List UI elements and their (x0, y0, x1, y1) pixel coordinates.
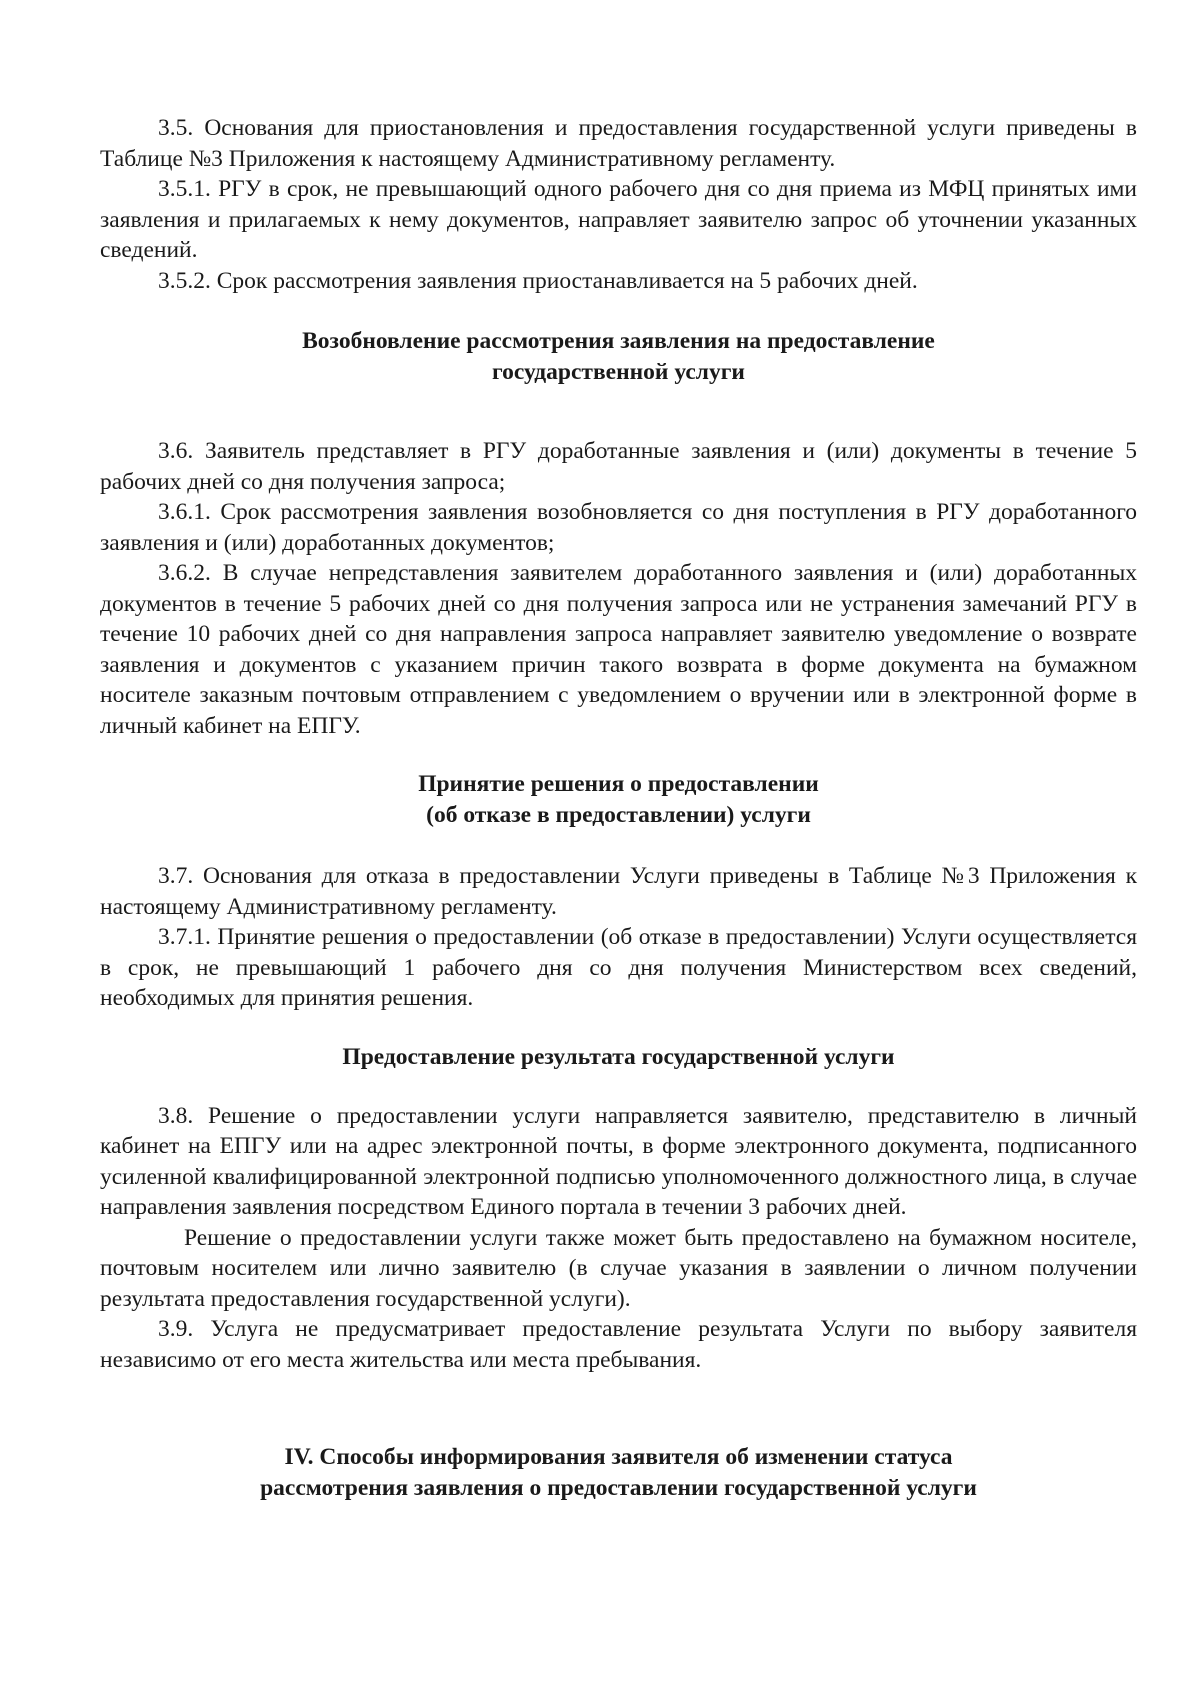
heading-line: IV. Способы информирования заявителя об изменении статуса (284, 1444, 953, 1470)
heading-result (100, 1042, 1137, 1073)
paragraph-3-6-1: 3.6.1. Срок рассмотрения заявления возобновляется со дня поступления в РГУ доработанного заявления и (или) доработанных документов; (100, 499, 1137, 556)
section-heading-resumption (100, 326, 1137, 388)
paragraph-3-9: 3.9. Услуга не предусматривает предоставление результата Услуги по выбору заявителя независимо от его места жительства или места пребывания. (100, 1316, 1137, 1373)
paragraph-3-8: 3.8. Решение о предоставлении услуги направляется заявителю, представителю в личный кабинет на ЕПГУ или на адрес электронной почты, в форме электронного документа, подписанного усиленной квалифицированной электронной подписью уполномоченного должностного лица, в случае направления заявления посредством Единого портала в течении 3 рабочих дней. (100, 1102, 1137, 1220)
paragraph-3-8-continued: Решение о предоставлении услуги также может быть предоставлено на бумажном носителе, почтовым носителем или лично заявителю (в случае указания в заявлении о личном получении результата предоставления государственной услуги). (100, 1224, 1137, 1312)
heading-line: Возобновление рассмотрения заявления на предоставление (302, 328, 935, 354)
paragraph-3-6-2: 3.6.2. В случае непредставления заявителем доработанного заявления и (или) доработанных документов в течение 5 рабочих дней со дня получения запроса или не устранения замечаний РГУ в течение 10 рабочих дней со дня направления запроса направляет заявителю уведомление о возврате заявления и документов с указанием причин такого возврата в форме документа на бумажном носителе заказным почтовым отправлением с уведомлением о вручении или в электронной форме в личный кабинет на ЕПГУ. (100, 560, 1137, 739)
section-heading-decision (100, 769, 1137, 831)
heading-line: Предоставление результата государственной услуги (342, 1043, 895, 1070)
heading-decision (100, 769, 1137, 831)
heading-section-iv (100, 1442, 1137, 1504)
paragraph-3-7-1: 3.7.1. Принятие решения о предоставлении (об отказе в предоставлении) Услуги осуществляется в срок, не превышающий 1 рабочего дня со дня получения Министерством всех сведений, необходимых для принятия решения. (100, 924, 1137, 1011)
paragraph-3-5-2: 3.5.2. Срок рассмотрения заявления приостанавливается на 5 рабочих дней. (158, 267, 918, 294)
paragraph-3-5-1: 3.5.1. РГУ в срок, не превышающий одного рабочего дня со дня приема из МФЦ принятых ими заявления и прилагаемых к нему документов, направляет заявителю запрос об уточнении указанных сведений. (100, 176, 1137, 263)
paragraph-3-5: 3.5. Основания для приостановления и предоставления государственной услуги приведены в Таблице №3 Приложения к настоящему Административному регламенту. (100, 115, 1137, 172)
section-heading-result (100, 1042, 1137, 1073)
heading-line: государственной услуги (492, 359, 745, 385)
heading-line: рассмотрения заявления о предоставлении государственной услуги (260, 1475, 977, 1501)
section-heading-iv (100, 1442, 1137, 1504)
heading-line: Принятие решения о предоставлении (418, 771, 819, 797)
paragraph-3-7: 3.7. Основания для отказа в предоставлении Услуги приведены в Таблице №3 Приложения к настоящему Административному регламенту. (100, 863, 1137, 920)
heading-line: (об отказе в предоставлении) услуги (426, 802, 811, 828)
heading-resumption (100, 326, 1137, 388)
paragraph-3-6: 3.6. Заявитель представляет в РГУ доработанные заявления и (или) документы в течение 5 рабочих дней со дня получения запроса; (100, 438, 1137, 495)
